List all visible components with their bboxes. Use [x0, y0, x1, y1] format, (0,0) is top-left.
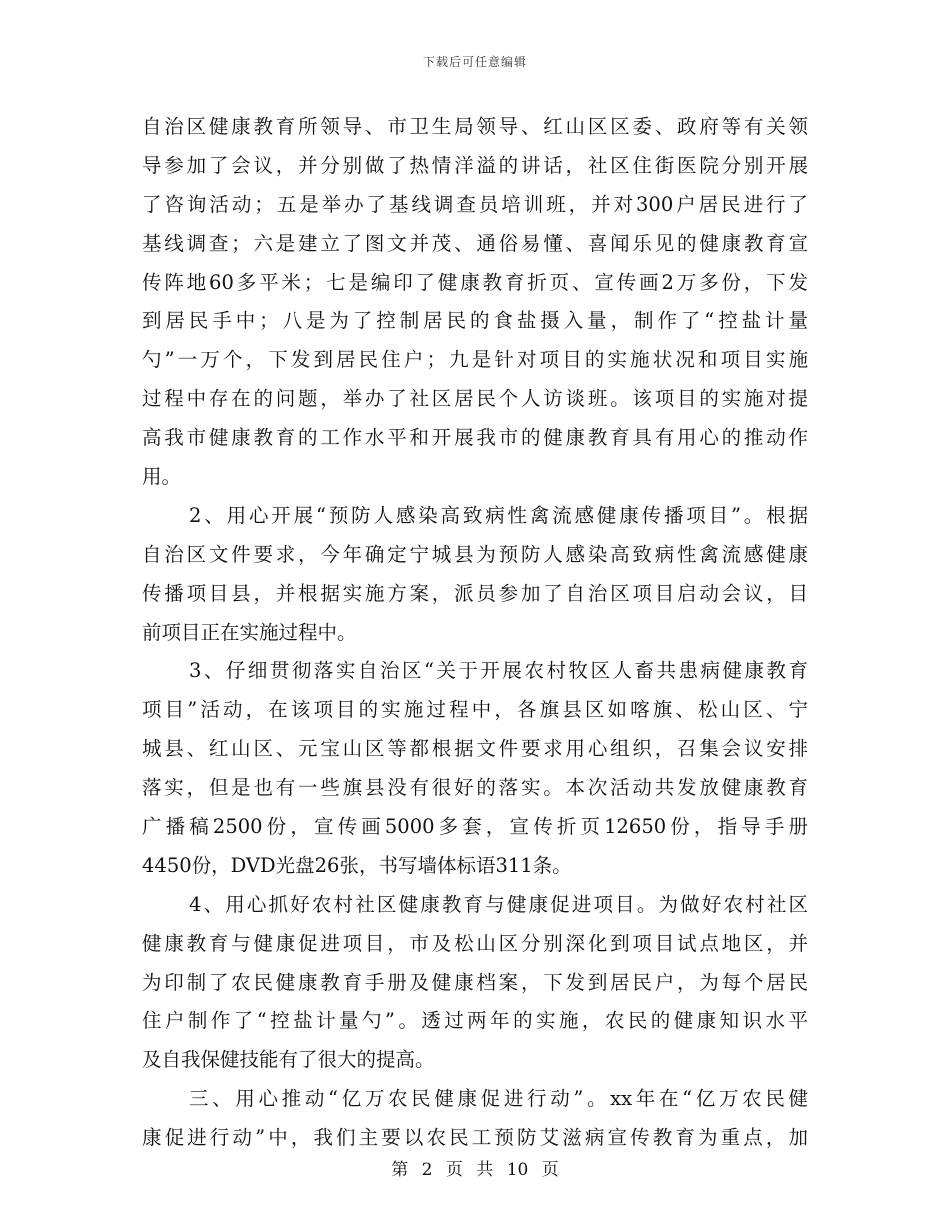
page-footer: 第 2 页 共 10 页: [391, 1160, 559, 1180]
text-line: 到居民手中；八是为了控制居民的食盐摄入量，制作了“控盐计量: [142, 309, 808, 333]
text-line: 4、用心抓好农村社区健康教育与健康促进项目。为做好农村社区: [189, 892, 808, 916]
text-line: 勺”一万个，下发到居民住户；九是针对项目的实施状况和项目实施: [142, 348, 808, 372]
text-line: 及自我保健技能有了很大的提高。: [142, 1048, 435, 1072]
text-line: 导参加了会议，并分别做了热情洋溢的讲话，社区住街医院分别开展: [142, 153, 808, 177]
text-line: 基线调查；六是建立了图文并茂、通俗易懂、喜闻乐见的健康教育宣: [142, 231, 808, 255]
text-line: 城县、红山区、元宝山区等都根据文件要求用心组织，召集会议安排: [142, 737, 808, 761]
text-line: 康促进行动”中，我们主要以农民工预防艾滋病宣传教育为重点，加: [142, 1126, 808, 1150]
document-body: [142, 108, 808, 1158]
page-header: 下载后可任意编辑: [422, 55, 527, 69]
text-line: 三、用心推动“亿万农民健康促进行动”。xx年在“亿万农民健: [189, 1087, 808, 1111]
text-line: 项目”活动，在该项目的实施过程中，各旗县区如喀旗、松山区、宁: [142, 698, 808, 722]
text-line: 3、仔细贯彻落实自治区“关于开展农村牧区人畜共患病健康教育: [189, 659, 808, 683]
text-line: 前项目正在实施过程中。: [142, 620, 357, 644]
text-line: 过程中存在的问题，举办了社区居民个人访谈班。该项目的实施对提: [142, 387, 808, 411]
text-line: 4450份，DVD光盘26张，书写墙体标语311条。: [142, 853, 572, 877]
text-line: 落实，但是也有一些旗县没有很好的落实。本次活动共发放健康教育: [142, 776, 808, 800]
text-line: 了咨询活动；五是举办了基线调查员培训班，并对300户居民进行了: [142, 192, 808, 216]
text-line: 用。: [142, 465, 182, 489]
text-line: 健康教育与健康促进项目，市及松山区分别深化到项目试点地区，并: [142, 931, 808, 955]
text-line: 为印制了农民健康教育手册及健康档案，下发到居民户，为每个居民: [142, 970, 808, 994]
text-line: 传阵地60多平米；七是编印了健康教育折页、宣传画2万多份，下发: [142, 270, 808, 294]
text-line: 高我市健康教育的工作水平和开展我市的健康教育具有用心的推动作: [142, 426, 808, 450]
text-line: 广播稿2500份，宣传画5000多套，宣传折页12650份，指导手册: [142, 815, 808, 839]
text-line: 住户制作了“控盐计量勺”。透过两年的实施，农民的健康知识水平: [142, 1009, 808, 1033]
text-line: 传播项目县，并根据实施方案，派员参加了自治区项目启动会议，目: [142, 581, 808, 605]
text-line: 自治区文件要求，今年确定宁城县为预防人感染高致病性禽流感健康: [142, 542, 808, 566]
text-line: 自治区健康教育所领导、市卫生局领导、红山区区委、政府等有关领: [142, 115, 808, 138]
text-line: 2、用心开展“预防人感染高致病性禽流感健康传播项目”。根据: [189, 503, 808, 527]
